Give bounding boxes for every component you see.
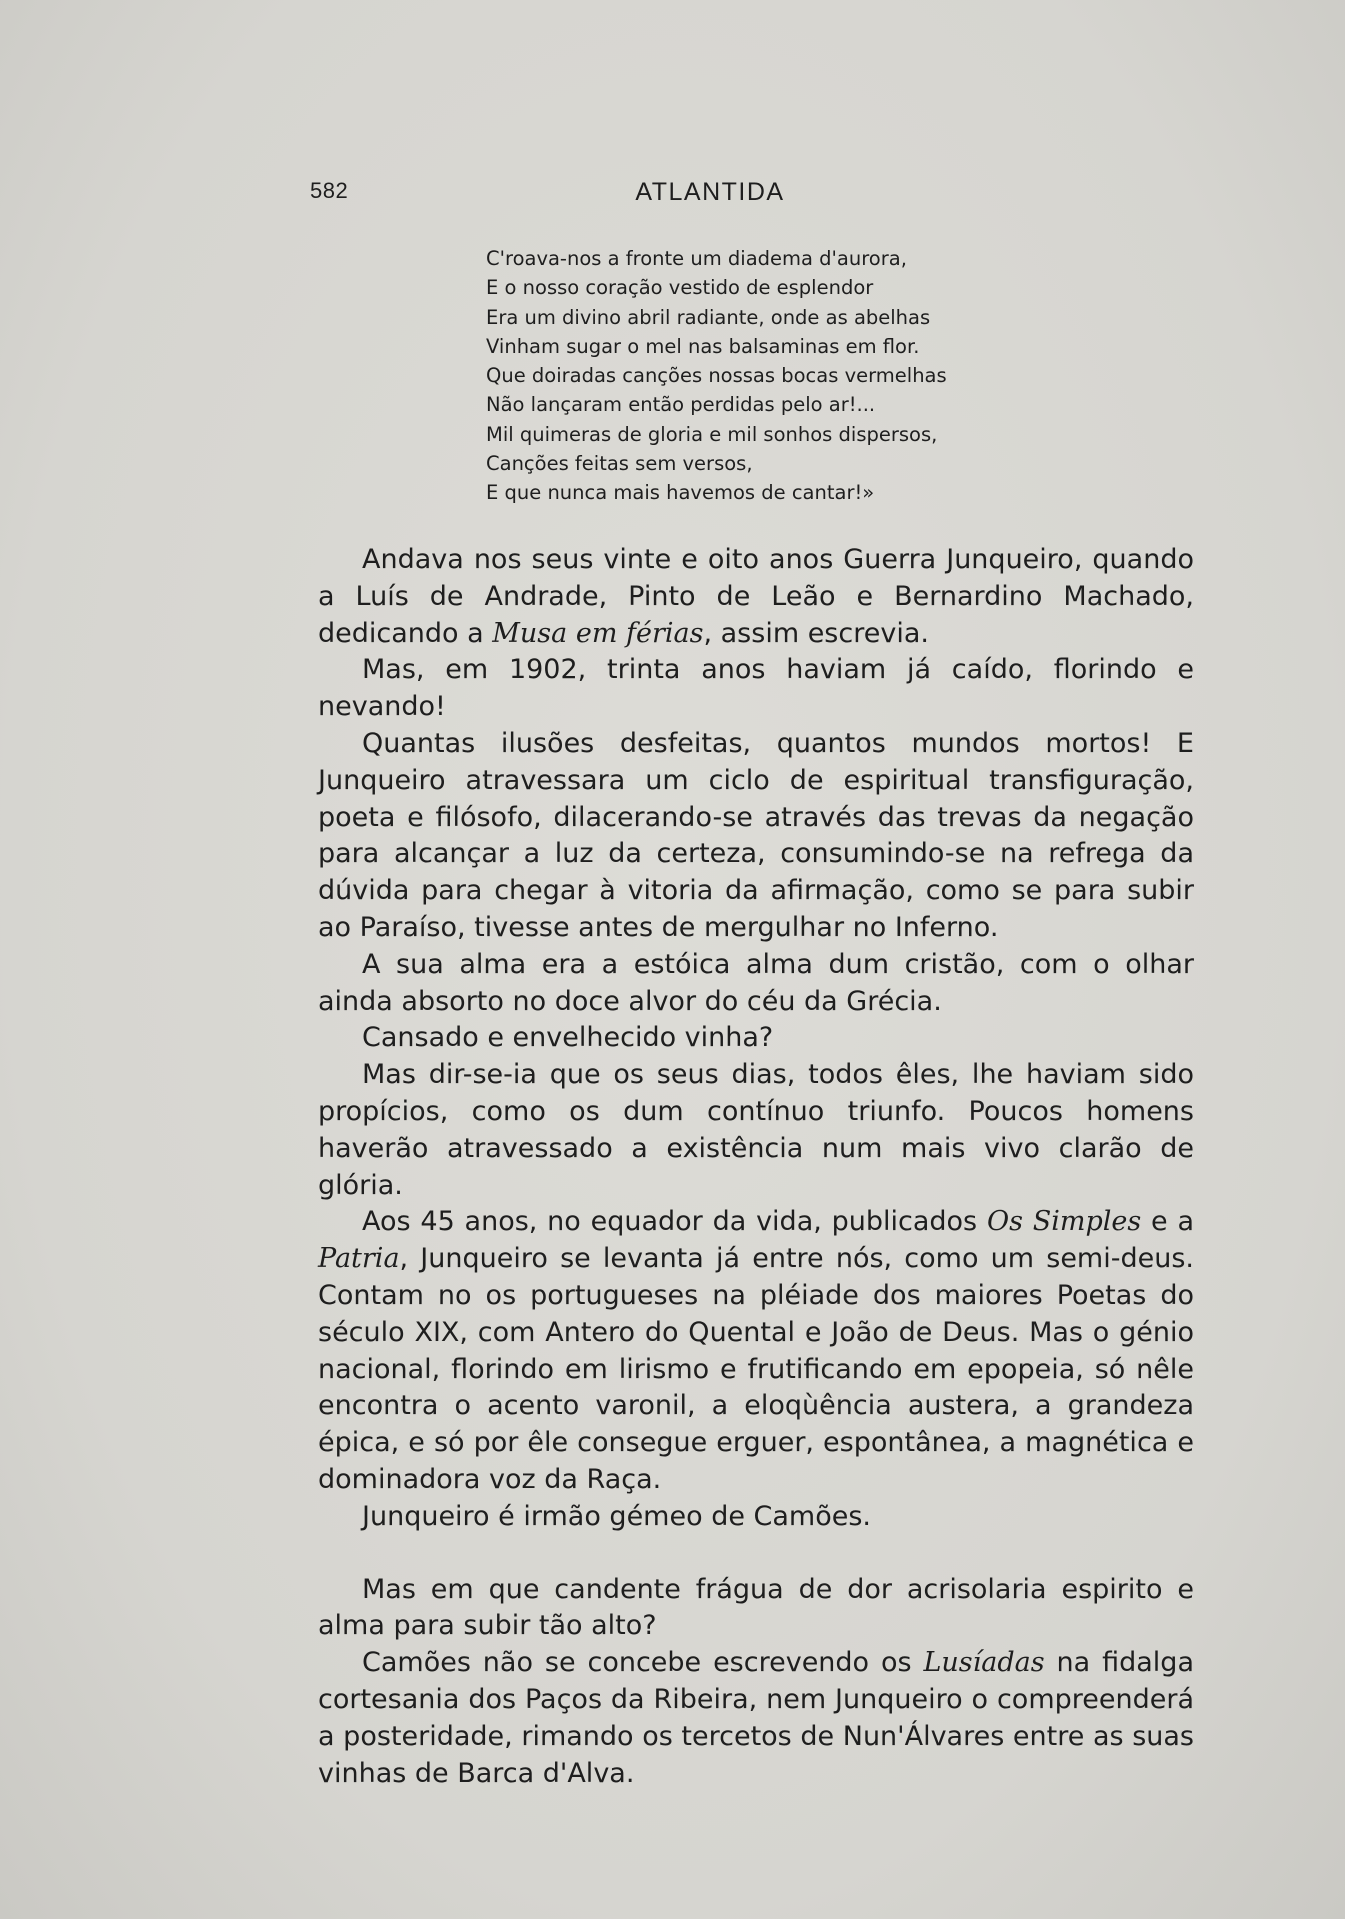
poem-line: Que doiradas canções nossas bocas vermelhas	[486, 364, 947, 388]
paragraph: Quantas ilusões desfeitas, quantos mundos mortos! E Junqueiro atravessara um ciclo de espiritual transfiguração, poeta e filósofo, dilacerando-se através das trevas da negação para alcançar a luz da certeza, consumindo-se na refrega da dúvida para chegar à vitoria da afirmação, como se para subir ao Paraíso, tivesse antes de mergulhar no Inferno.	[318, 727, 1194, 943]
paragraph-text: Camões não se concebe escrevendo os	[362, 1647, 924, 1679]
work-title: Lusíadas	[923, 1647, 1045, 1679]
paragraph	[318, 1204, 1194, 1498]
paragraph: A sua alma era a estóica alma dum cristão, com o olhar ainda absorto no doce alvor do céu da Grécia.	[318, 948, 1194, 1017]
paragraph: Mas em que candente frágua de dor acrisolaria espirito e alma para subir tão alto?	[318, 1573, 1194, 1642]
paragraph: Mas, em 1902, trinta anos haviam já caído, florindo e nevando!	[318, 654, 1194, 723]
paragraph-text: Andava nos seus vinte e oito anos Guerra Junqueiro, quando a Luís de Andrade, Pinto de Leão e Bernardino Machado, dedicando a	[318, 544, 1194, 649]
running-header	[310, 178, 1080, 214]
poem-line: Canções feitas sem versos,	[486, 452, 753, 476]
poem-line: Não lançaram então perdidas pelo ar!...	[486, 393, 876, 417]
work-title: Os Simples	[986, 1206, 1142, 1238]
paragraph-text: , Junqueiro se levanta já entre nós, como um semi-deus. Contam no os portugueses na pléiade dos maiores Poetas do século XIX, com Antero do Quental e João de Deus. Mas o génio nacional, florindo em lirismo e frutificando em epopeia, só nêle encontra o acento varonil, a eloqùência austera, a grandeza épica, e só por êle consegue erguer, espontânea, a magnética e dominadora voz da Raça.	[318, 1243, 1194, 1495]
paragraph: Mas dir-se-ia que os seus dias, todos êles, lhe haviam sido propícios, como os dum contínuo triunfo. Poucos homens haverão atravessado a existência num mais vivo clarão de glória.	[318, 1059, 1194, 1201]
journal-title: ATLANTIDA	[635, 178, 785, 206]
poem-line: E o nosso coração vestido de esplendor	[486, 276, 874, 300]
poem-line: Vinham sugar o mel nas balsaminas em flor.	[486, 334, 920, 358]
poem-quotation	[486, 244, 1046, 508]
poem-line: C'roava-nos a fronte um diadema d'aurora,	[486, 247, 907, 270]
poem-line: E que nunca mais havemos de cantar!»	[486, 481, 875, 505]
body-text	[318, 542, 1194, 1792]
paragraph-text: e a	[1141, 1206, 1194, 1238]
work-title: Patria	[318, 1243, 400, 1275]
paragraph	[318, 542, 1194, 652]
poem-line: Era um divino abril radiante, onde as abelhas	[486, 305, 931, 329]
paragraph: Cansado e envelhecido vinha?	[362, 1022, 774, 1054]
paragraph: Junqueiro é irmão gémeo de Camões.	[362, 1500, 872, 1532]
poem-line: Mil quimeras de gloria e mil sonhos dispersos,	[486, 422, 938, 446]
paragraph-text: na fidalga cortesania dos Paços da Ribeira, nem Junqueiro o compreenderá a posteridade, rimando os tercetos de Nun'Álvares entre as suas vinhas de Barca d'Alva.	[318, 1647, 1194, 1789]
paragraph	[318, 1645, 1194, 1792]
page-number: 582	[310, 178, 349, 203]
paragraph-text: , assim escrevia.	[703, 617, 929, 649]
work-title: Musa em férias	[492, 617, 704, 649]
paragraph-text: Aos 45 anos, no equador da vida, publicados	[362, 1206, 987, 1238]
